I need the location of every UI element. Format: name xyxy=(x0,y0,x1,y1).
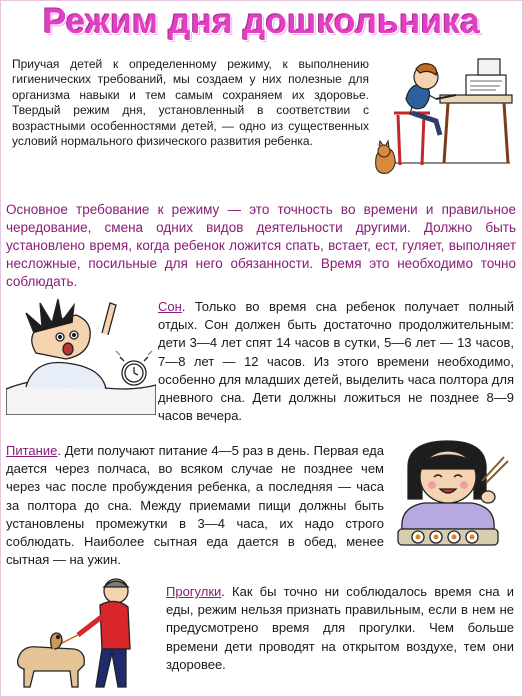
walks-section xyxy=(166,583,514,674)
food-heading: Питание xyxy=(6,443,58,458)
sleep-text: . Только во время сна ребенок получает полный отдых. Сон должен быть достаточно продолжительным: дети 3—4 лет спят 14 часов в сутки, 5—6 лет — 13 часов, 7—8 лет — 12 часов. Из этого времени необходимо, особенно для младших детей, выделить часа полтора для дневного сна. Дети должны ложиться не позднее 8—9 часов вечера. xyxy=(158,299,514,424)
intro-paragraph: Приучая детей к определенному режиму, к выполнению гигиенических требований, мы создаем у них полезные для организма навыки и тем самым сохраняем их здоровье. Твердый режим дня, установленный в соответствии с возрастными особенностями детей, — одно из существенных условий нормального физического развития ребенка. xyxy=(12,57,369,149)
food-text: . Дети получают питание 4—5 раз в день. Первая еда дается через полчаса, во всяком случае не позднее чем через час после пробуждения ребенка, а последняя — часа за полтора до сна. Между приемами пищи должны быть установлены промежутки в 3—4 часа, их надо строго соблюдать. Наиболее сытная еда дается в обед, менее сытная — на ужин. xyxy=(6,443,384,568)
boy-walking-dog-illustration xyxy=(8,575,168,695)
food-section xyxy=(6,442,384,569)
boy-studying-illustration xyxy=(370,55,522,185)
sleep-heading: Сон xyxy=(158,299,182,314)
page-title: Режим дня дошкольника xyxy=(43,2,480,41)
sleep-section xyxy=(158,298,514,425)
walks-text: . Как бы точно ни соблюдалось время сна и еды, режим нельзя признать правильным, если в нем не предусмотрено время для прогулки. Чем больше времени дети проводят на открытом воздухе, тем они здоровее. xyxy=(166,584,514,672)
requirement-paragraph: Основное требование к режиму — это точность во времени и правильное чередование, смена одних видов деятельности другими. Должно быть установлено время, когда ребенок ложится спать, встает, ест, гуляет, выполняет несложные, посильные для него обязанности. Время это необходимо точно соблюдать. xyxy=(6,202,516,289)
girl-eating-illustration xyxy=(378,437,516,562)
boy-waking-illustration xyxy=(6,293,156,415)
walks-heading: Прогулки xyxy=(166,584,222,599)
